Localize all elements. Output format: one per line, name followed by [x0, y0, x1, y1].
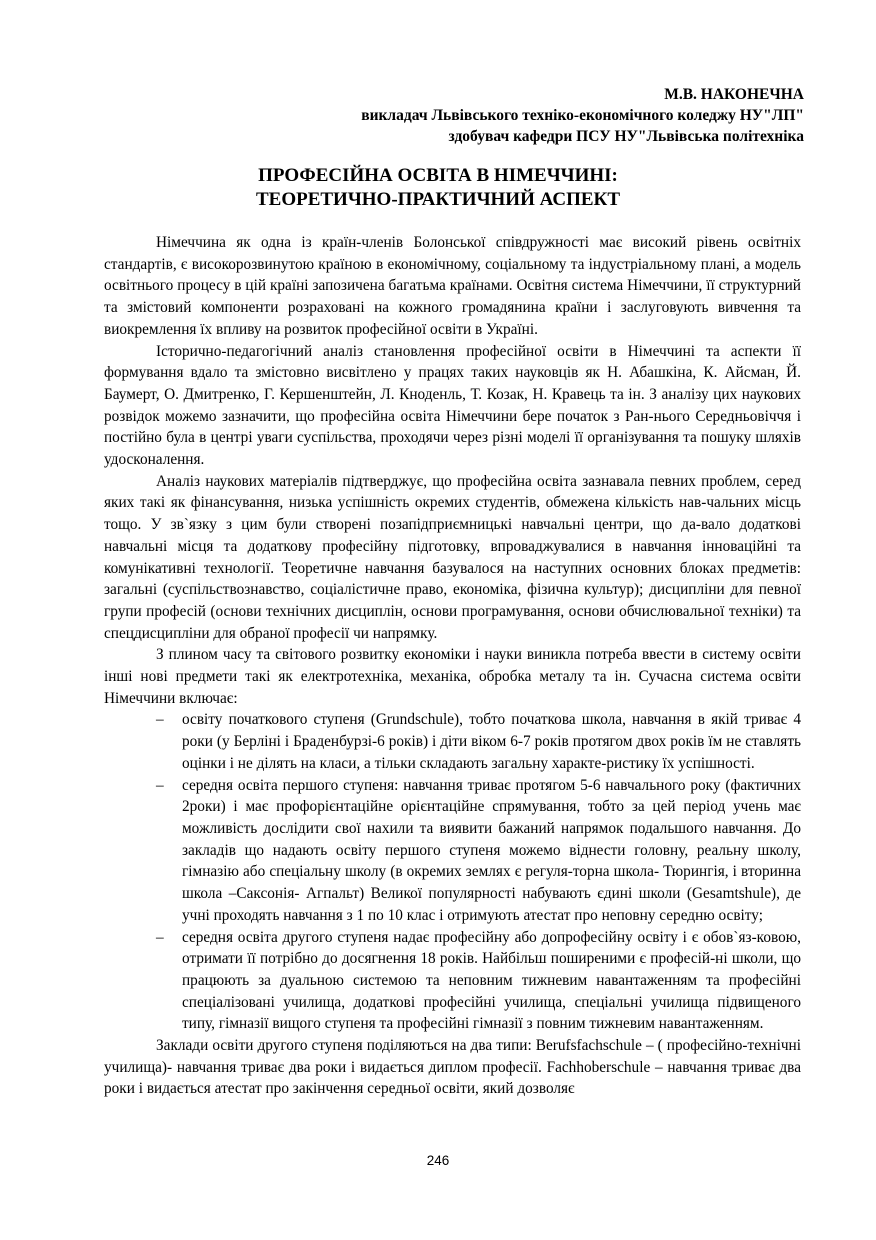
- title-line-1: ПРОФЕСІЙНА ОСВІТА В НІМЕЧЧИНІ:: [258, 165, 618, 186]
- list-item: [104, 709, 801, 774]
- paragraph: З плином часу та світового розвитку економіки і науки виникла потреба ввести в систему освіти інші нові предмети такі як електротехніка, механіка, обробка металу та ін. Сучасна система освіти Німеччини включає:: [104, 646, 801, 707]
- list-dash: –: [156, 928, 164, 946]
- author-name: М.В. НАКОНЕЧНА: [664, 86, 804, 103]
- author-affiliation-2: здобувач кафедри ПСУ НУ"Львівська політехніка: [448, 128, 804, 145]
- paragraph: Історично-педагогічний аналіз становлення професійної освіти в Німеччині та аспекти її формування вдало та змістовно висвітлено у працях таких науковців як Н. Абашкіна, К. Айсман, Й. Баумерт, О. Дмитренко, Г. Кершенштейн, Л. Кноденль, Т. Козак, Н. Кравець та ін. З аналізу цих наукових розвідок можемо зазначити, що професійна освіта Німеччини бере початок з Ран-нього Середньовіччя і постійно була в центрі уваги суспільства, проходячи через різні моделі її організування та пошуку шляхів удосконалення.: [104, 342, 801, 469]
- list-item-text: середня освіта другого ступеня надає професійну або допрофесійну освіту і є обов`яз-ковою, отримати її потрібно до досягнення 18 років. Найбільш поширеними є професій-ні школи, що працюють за дуальною системою та неповним тижневим навантаженням та професійні спеціалізовані училища, додаткові професійні училища, спеціальні училища підвищеного типу, гімназії вищого ступеня та професійні гімназії з повним тижневим навантаженням.: [182, 928, 801, 1033]
- list-dash: –: [156, 711, 164, 729]
- list-item-text: середня освіта першого ступеня: навчання триває протягом 5-6 навчального року (фактичних 2роки) і має профорієнтаційне орієнтаційне спрямування, тобто за цей період учень має можливість дослідити свої нахили та виявити бажаний напрямок подальшого навчання. До закладів що надають освіту першого ступеня можемо віднести головну, реальну школу, гімназію або спеціальну школу (в окремих землях є регуля-торна школа- Тюрингія, і вторинна школа –Саксонія- Агпальт) Великої популярності набувають єдині школи (Gesamtshule), де учні проходять навчання з 1 по 10 клас і отримують атестат про неповну середню освіту;: [182, 776, 801, 924]
- education-levels-list: [104, 709, 801, 1035]
- author-affiliation-1: викладач Львівського техніко-економічного коледжу НУ"ЛП": [361, 107, 804, 124]
- paragraph: Заклади освіти другого ступеня поділяються на два типи: Berufsfachschule – ( професійно-технічні училища)- навчання триває два роки і видається диплом професії. Fachhoberschule – навчання триває два роки і видається атестат про закінчення середньої освіти, який дозволяє: [104, 1037, 801, 1098]
- list-dash: –: [156, 776, 164, 794]
- paragraph: Аналіз наукових матеріалів підтверджує, що професійна освіта зазнавала певних проблем, серед яких такі як фінансування, низька успішність окремих студентів, обмежена кількість нав-чальних місць тощо. У зв`язку з цим були створені позапідприємницькі навчальні центри, що да-вало додаткові навчальні місця та додаткову професійну підготовку, впроваджувалися в навчання інноваційні та комунікативні технології. Теоретичне навчання базувалося на наступних основних блоках предметів: загальні (суспільствознавство, соціалістичне право, економіка, фізична культур); дисципліни для певної групи професій (основи технічних дисциплін, основи програмування, основи обчислювальної техніки) та спецдисципліни для обраної професії чи напрямку.: [104, 472, 801, 642]
- page-number: 246: [426, 1153, 450, 1168]
- title-line-2: ТЕОРЕТИЧНО-ПРАКТИЧНИЙ АСПЕКТ: [255, 189, 620, 210]
- author-block: [204, 84, 804, 147]
- article-body: [104, 232, 801, 1100]
- list-item: [104, 927, 801, 1036]
- paragraph: Німеччина як одна із країн-членів Болонської співдружності має високий рівень освітніх стандартів, є високорозвинутою країною в економічному, соціальному та індустріальному плані, а модель освітнього процесу в цій країні запозичена багатьма країнами. Освітня система Німеччини, її структурний та змістовий компоненти розраховані на кожного громадянина країни і заслуговують вивчення та виокремлення їх впливу на розвиток професійної освіти в Україні.: [104, 234, 801, 338]
- list-item: [104, 775, 801, 927]
- list-item-text: освіту початкового ступеня (Grundschule), тобто початкова школа, навчання в якій триває 4 роки (у Берліні і Браденбурзі-6 років) і діти віком 6-7 років протягом двох років їм не ставлять оцінки і не ділять на класи, а тільки складають загальну характе-ристику їх успішності.: [182, 711, 801, 772]
- article-title: [100, 164, 776, 212]
